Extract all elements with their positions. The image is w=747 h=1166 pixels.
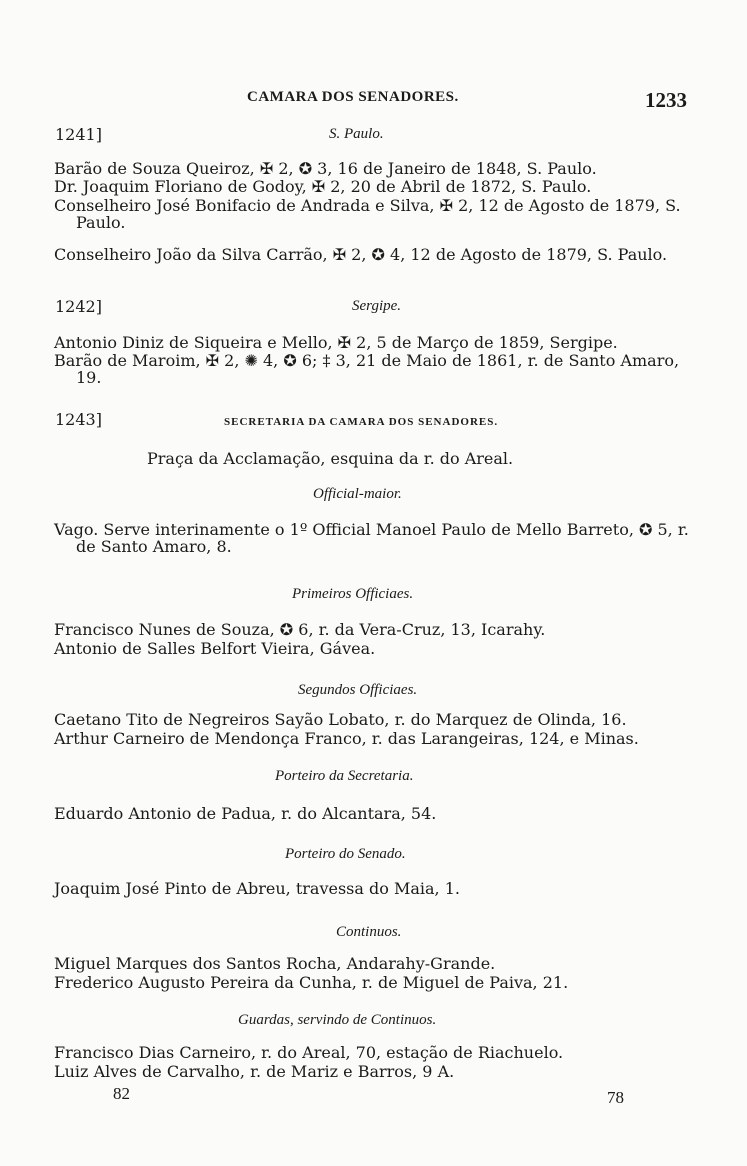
entry-line: Joaquim José Pinto de Abreu, travessa do Maia, 1. [54,879,460,898]
secretaria-address: Praça da Acclamação, esquina da r. do Areal. [147,449,514,468]
entry-line: Miguel Marques dos Santos Rocha, Andarahy-Grande. [54,954,496,973]
entry-line: Vago. Serve interinamente o 1º Official Manoel Paulo de Mello Barreto, ✪ 5, r. de Santo Amaro, 8. [54,520,689,556]
entry-line: Conselheiro João da Silva Carrão, ✠ 2, ✪ 4, 12 de Agosto de 1879, S. Paulo. [54,245,668,264]
heading-continuos: Continuos. [336,924,402,940]
running-head: CAMARA DOS SENADORES. [247,89,459,105]
section-number-1241: 1241] [55,125,102,144]
entry-line: Frederico Augusto Pereira da Cunha, r. de Miguel de Paiva, 21. [54,973,569,992]
entry-line: Conselheiro José Bonifacio de Andrada e Silva, ✠ 2, 12 de Agosto de 1879, S. Paulo. [54,196,681,232]
section-number-1242: 1242] [55,297,102,316]
heading-primeiros-officiaes: Primeiros Officiaes. [292,586,414,602]
section-title-s-paulo: S. Paulo. [329,126,384,142]
section-title-secretaria: SECRETARIA DA CAMARA DOS SENADORES. [224,416,499,428]
heading-guardas: Guardas, servindo de Continuos. [238,1012,437,1028]
entry-line: Antonio Diniz de Siqueira e Mello, ✠ 2, 5 de Março de 1859, Sergipe. [54,333,618,352]
entry-line: Antonio de Salles Belfort Vieira, Gávea. [54,639,376,658]
entry-line: Luiz Alves de Carvalho, r. de Mariz e Barros, 9 A. [54,1062,455,1081]
section-number-1243: 1243] [55,410,102,429]
heading-porteiro-secretaria: Porteiro da Secretaria. [275,768,414,784]
entry-line: Eduardo Antonio de Padua, r. do Alcantara, 54. [54,804,437,823]
heading-official-maior: Official-maior. [313,486,402,502]
entry-line: Francisco Nunes de Souza, ✪ 6, r. da Vera-Cruz, 13, Icarahy. [54,620,546,639]
entry-line: Francisco Dias Carneiro, r. do Areal, 70, estação de Riachuelo. [54,1043,564,1062]
footer-right-number: 78 [607,1088,624,1107]
entry-line: Barão de Souza Queiroz, ✠ 2, ✪ 3, 16 de Janeiro de 1848, S. Paulo. [54,159,597,178]
footer-left-number: 82 [113,1084,130,1103]
section-title-sergipe: Sergipe. [352,298,402,314]
entry-line: Dr. Joaquim Floriano de Godoy, ✠ 2, 20 de Abril de 1872, S. Paulo. [54,177,592,196]
entry-line: Barão de Maroim, ✠ 2, ✺ 4, ✪ 6; ‡ 3, 21 de Maio de 1861, r. de Santo Amaro, 19. [54,351,680,387]
heading-porteiro-senado: Porteiro do Senado. [285,846,406,862]
page-number: 1233 [645,88,687,112]
entry-line: Caetano Tito de Negreiros Sayão Lobato, r. do Marquez de Olinda, 16. [54,710,627,729]
entry-line: Arthur Carneiro de Mendonça Franco, r. das Larangeiras, 124, e Minas. [54,729,639,748]
heading-segundos-officiaes: Segundos Officiaes. [298,682,418,698]
